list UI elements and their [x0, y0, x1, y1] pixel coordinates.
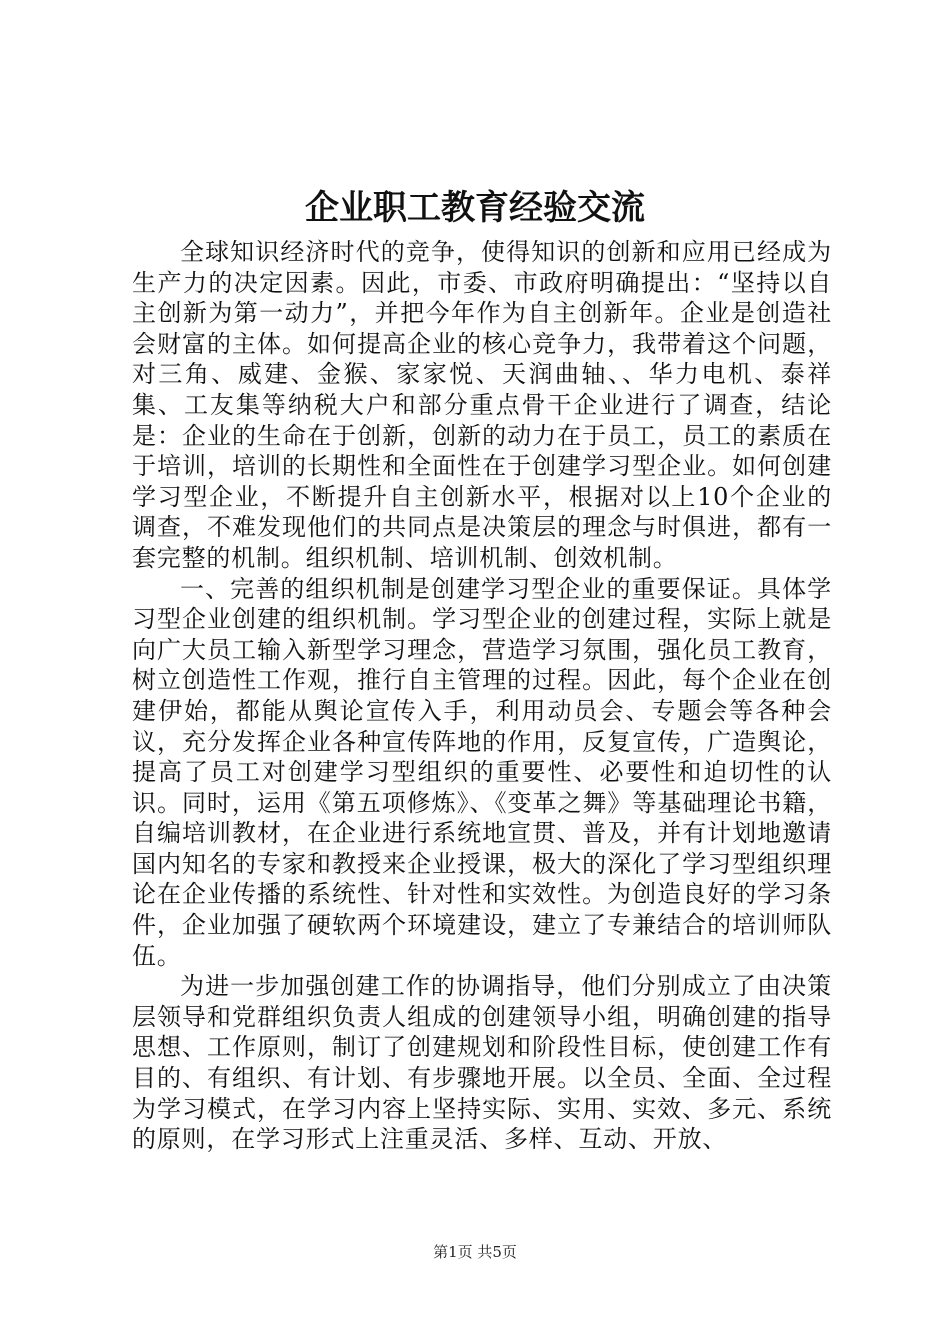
- document-title: 企业职工教育经验交流: [305, 188, 645, 228]
- document-body: [132, 237, 832, 1155]
- paragraph-intro: 全球知识经济时代的竞争，使得知识的创新和应用已经成为生产力的决定因素。因此，市委、市政府明确提出：“坚持以自主创新为第一动力”，并把今年作为自主创新年。企业是创造社会财富的主体。如何提高企业的核心竞争力，我带着这个问题，对三角、威建、金猴、家家悦、天润曲轴、、华力电机、泰祥集、工友集等纳税大户和部分重点骨干企业进行了调查，结论是：企业的生命在于创新，创新的动力在于员工，员工的素质在于培训，培训的长期性和全面性在于创建学习型企业。如何创建学习型企业，不断提升自主创新水平，根据对以上10个企业的调查，不难发现他们的共同点是决策层的理念与时俱进，都有一套完整的机制。组织机制、培训机制、创效机制。: [132, 238, 832, 572]
- paragraph-organization-mechanism: 一、完善的组织机制是创建学习型企业的重要保证。具体学习型企业创建的组织机制。学习型企业的创建过程，实际上就是向广大员工输入新型学习理念，营造学习氛围，强化员工教育，树立创造性工作观，推行自主管理的过程。因此，每个企业在创建伊始，都能从舆论宣传入手，利用动员会、专题会等各种会议，充分发挥企业各种宣传阵地的作用，反复宣传，广造舆论，提高了员工对创建学习型组织的重要性、必要性和迫切性的认识。同时，运用《第五项修炼》、《变革之舞》等基础理论书籍，自编培训教材，在企业进行系统地宣贯、普及，并有计划地邀请国内知名的专家和教授来企业授课，极大的深化了学习型组织理论在企业传播的系统性、针对性和实效性。为创造良好的学习条件，企业加强了硬软两个环境建设，建立了专兼结合的培训师队伍。: [132, 574, 832, 970]
- page-footer: 第1页 共5页: [433, 1243, 517, 1261]
- paragraph-coordination-guidance: 为进一步加强创建工作的协调指导，他们分别成立了由决策层领导和党群组织负责人组成的创建领导小组，明确创建的指导思想、工作原则，制订了创建规划和阶段性目标，使创建工作有目的、有组织、有计划、有步骤地开展。以全员、全面、全过程为学习模式，在学习内容上坚持实际、实用、实效、多元、系统的原则，在学习形式上注重灵活、多样、互动、开放、: [132, 972, 832, 1154]
